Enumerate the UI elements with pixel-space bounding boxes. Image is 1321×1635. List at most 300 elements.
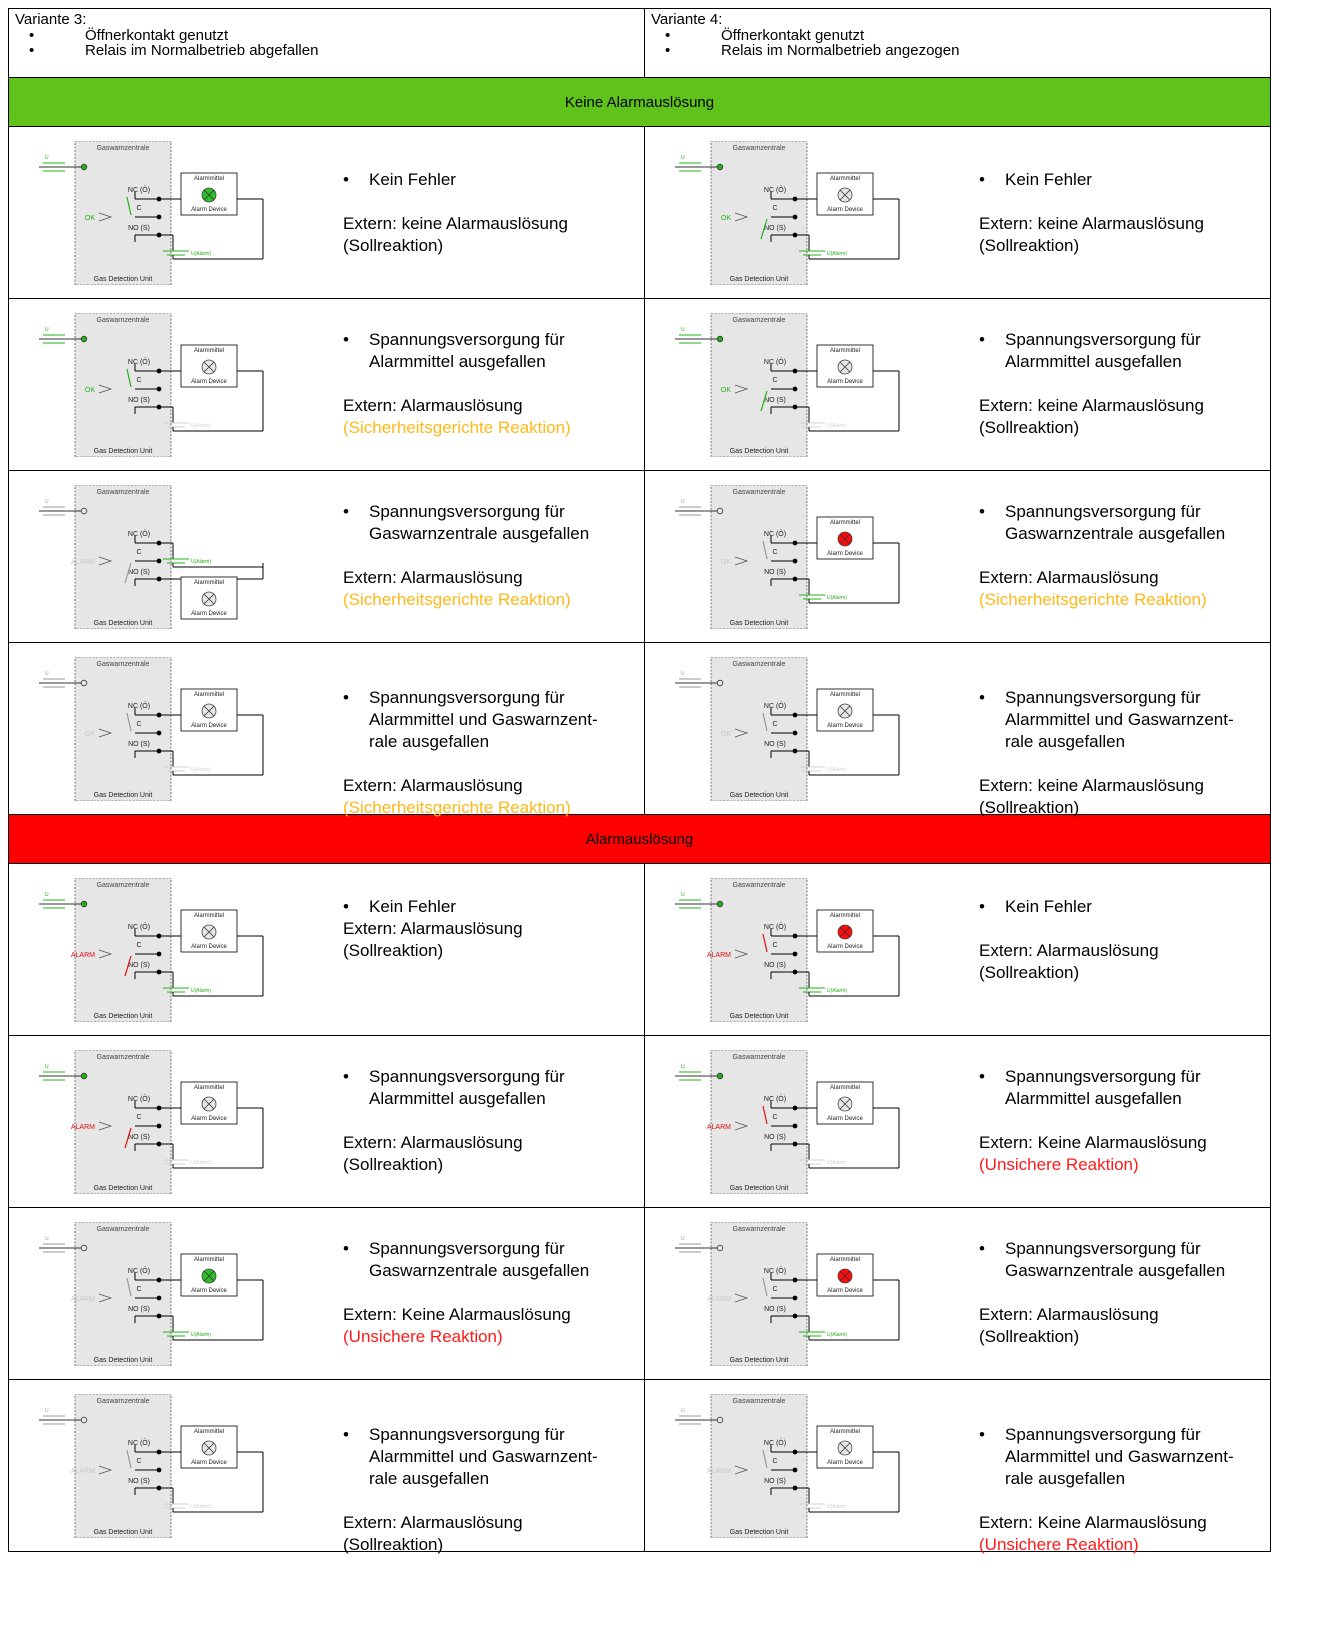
gas-detection-unit-box (711, 878, 807, 1022)
alarm-section-row (9, 815, 1271, 864)
spacer (343, 545, 633, 567)
fault-bullet-line: Alarmmittel und Gaswarnzent- (369, 710, 598, 729)
alarm-device-top-label: Alarmmittel (193, 580, 225, 586)
alarm-device-top-label: Alarmmittel (829, 176, 861, 182)
unit-top-label: Gaswarnzentrale (732, 489, 786, 496)
fault-bullet-line: rale ausgefallen (1005, 1469, 1126, 1488)
scenario-text (979, 687, 1269, 819)
relay-state-label: ALARM (706, 1468, 731, 1475)
no-terminal-label: NO (S) (128, 1478, 150, 1485)
spacer (343, 1490, 633, 1512)
relay-state-label: ALARM (70, 952, 95, 959)
fault-bullet-line: Alarmmittel und Gaswarnzent- (369, 1447, 598, 1466)
external-result: Extern: Alarmauslösung (979, 1305, 1159, 1324)
scenario-text (343, 1066, 633, 1176)
scenario-text (343, 896, 633, 962)
alarm-device-bottom-label: Alarm Device (191, 1116, 227, 1122)
unit-top-label: Gaswarnzentrale (96, 1054, 150, 1061)
unit-top-label: Gaswarnzentrale (96, 317, 150, 324)
unit-top-label: Gaswarnzentrale (732, 661, 786, 668)
fault-bullet-line: • Spannungsversorgung für (369, 502, 565, 521)
reaction-label: (Unsichere Reaktion) (979, 1535, 1139, 1554)
gas-detection-unit-box (75, 313, 171, 457)
fault-bullet-line: Gaswarnzentrale ausgefallen (369, 524, 590, 543)
unit-bottom-label: Gas Detection Unit (729, 276, 789, 283)
no-alarm-section-row (9, 78, 1271, 127)
power-indicator-icon (81, 164, 87, 170)
alarm-device-top-label: Alarmmittel (193, 1085, 225, 1091)
alarm-section-band: Alarmauslösung (9, 815, 1271, 864)
no-terminal-label: NO (S) (128, 1134, 150, 1141)
alarm-device-bottom-label: Alarm Device (191, 379, 227, 385)
nc-terminal-label: NC (Ö) (127, 187, 151, 194)
alarm-device-top-label: Alarmmittel (193, 348, 225, 354)
fault-bullet-line: Gaswarnzentrale ausgefallen (369, 1261, 590, 1280)
gas-detection-unit-box (75, 657, 171, 801)
unit-bottom-label: Gas Detection Unit (93, 792, 153, 799)
nc-terminal-label: NC (Ö) (763, 703, 787, 710)
external-result: Extern: Keine Alarmauslösung (979, 1133, 1207, 1152)
gas-detection-unit-box (711, 1394, 807, 1538)
alarm-device-bottom-label: Alarm Device (191, 1288, 227, 1294)
variant-4-header (645, 9, 1271, 78)
fault-bullet (343, 687, 633, 753)
power-indicator-icon (81, 901, 87, 907)
alarm-device-bottom-label: Alarm Device (191, 1460, 227, 1466)
u-label: U (45, 1064, 49, 1070)
scenario-text (979, 169, 1269, 257)
variant-3-scenario-cell (9, 643, 645, 815)
relay-state-label: OK (720, 731, 731, 738)
no-terminal-label: NO (S) (128, 741, 150, 748)
fault-bullet-line: • Spannungsversorgung für (1005, 502, 1201, 521)
unit-bottom-label: Gas Detection Unit (729, 792, 789, 799)
alarm-device-top-label: Alarmmittel (193, 176, 225, 182)
scenario-row (9, 1036, 1271, 1208)
alarm-device-bottom-label: Alarm Device (827, 1288, 863, 1294)
reaction-label: (Unsichere Reaktion) (343, 1327, 503, 1346)
nc-terminal-label: NC (Ö) (127, 359, 151, 366)
reaction-label: (Sollreaktion) (979, 418, 1080, 437)
fault-bullet (979, 1238, 1269, 1282)
relay-circuit-diagram (675, 313, 935, 457)
power-indicator-icon (81, 1073, 87, 1079)
alarm-device-bottom-label: Alarm Device (191, 207, 227, 213)
gas-detection-unit-box (75, 878, 171, 1022)
scenario-text (979, 1424, 1269, 1556)
external-result: Extern: keine Alarmauslösung (979, 776, 1204, 795)
alarm-device-bottom-label: Alarm Device (827, 1116, 863, 1122)
relay-circuit-diagram (39, 141, 299, 285)
gas-detection-unit-box (711, 313, 807, 457)
gas-detection-unit-box (711, 1050, 807, 1194)
reaction-label: (Sollreaktion) (979, 798, 1080, 817)
nc-terminal-label: NC (Ö) (763, 531, 787, 538)
c-terminal-label: C (772, 377, 778, 384)
fault-bullet-line: • Spannungsversorgung für (369, 688, 565, 707)
power-indicator-icon (81, 336, 87, 342)
relay-circuit-diagram (39, 1050, 299, 1194)
scenario-text (979, 501, 1269, 611)
scenario-cell-content (645, 1380, 1270, 1554)
scenario-row (9, 1208, 1271, 1380)
external-result: Extern: Alarmauslösung (343, 919, 523, 938)
unit-top-label: Gaswarnzentrale (732, 882, 786, 889)
reaction-label: (Sicherheitsgerichte Reaktion) (343, 590, 571, 609)
relay-state-label: ALARM (706, 1296, 731, 1303)
relay-state-label: OK (84, 387, 95, 394)
scenario-cell-content (9, 471, 644, 642)
spacer (979, 1110, 1269, 1132)
variant-4-scenario-cell (645, 471, 1271, 643)
scenario-text (979, 329, 1269, 439)
fault-bullet-line: • Kein Fehler (1005, 170, 1092, 189)
reaction-label: (Sollreaktion) (343, 1535, 444, 1554)
fault-bullet-line: • Spannungsversorgung für (1005, 1425, 1201, 1444)
relay-circuit-diagram (675, 141, 935, 285)
fault-bullet-line: rale ausgefallen (1005, 732, 1126, 751)
u-label: U (681, 327, 685, 333)
scenario-text (343, 329, 633, 439)
supply-label: U(Alarm) (827, 988, 847, 994)
scenario-cell-content (9, 127, 644, 298)
fault-bullet-line: • Spannungsversorgung für (1005, 1067, 1201, 1086)
reaction-label: (Sollreaktion) (979, 963, 1080, 982)
no-terminal-label: NO (S) (764, 225, 786, 232)
supply-label: U(Alarm) (191, 1160, 211, 1166)
unit-top-label: Gaswarnzentrale (96, 882, 150, 889)
spacer (343, 191, 633, 213)
scenario-text (343, 687, 633, 819)
fault-bullet-line: • Spannungsversorgung für (1005, 688, 1201, 707)
fault-bullet (979, 1424, 1269, 1490)
reaction-label: (Sicherheitsgerichte Reaktion) (343, 418, 571, 437)
u-label: U (681, 499, 685, 505)
power-indicator-icon (717, 164, 723, 170)
gas-detection-unit-box (75, 485, 171, 629)
scenario-cell-content (645, 1208, 1270, 1379)
relay-state-label: ALARM (706, 1124, 731, 1131)
u-label: U (45, 671, 49, 677)
fault-bullet (979, 896, 1269, 918)
external-result: Extern: Alarmauslösung (979, 568, 1159, 587)
variant-3-bullet: • Öffnerkontakt genutzt (15, 28, 638, 43)
relay-state-label: OK (84, 731, 95, 738)
fault-bullet-line: Gaswarnzentrale ausgefallen (1005, 1261, 1226, 1280)
no-terminal-label: NO (S) (764, 1478, 786, 1485)
variant-4-bullets (651, 28, 1264, 58)
c-terminal-label: C (772, 205, 778, 212)
u-label: U (45, 499, 49, 505)
scenario-cell-content (645, 1036, 1270, 1207)
spacer (343, 373, 633, 395)
variant-3-scenario-cell (9, 471, 645, 643)
c-terminal-label: C (772, 549, 778, 556)
u-label: U (45, 1408, 49, 1414)
unit-bottom-label: Gas Detection Unit (93, 1013, 153, 1020)
supply-label: U(Alarm) (827, 1160, 847, 1166)
scenario-text (343, 169, 633, 257)
unit-top-label: Gaswarnzentrale (96, 489, 150, 496)
supply-label: U(Alarm) (827, 767, 847, 773)
fault-bullet (343, 169, 633, 191)
relay-circuit-diagram (675, 485, 935, 629)
u-label: U (681, 1408, 685, 1414)
scenario-text (979, 896, 1269, 984)
reaction-label: (Unsichere Reaktion) (979, 1155, 1139, 1174)
spacer (979, 753, 1269, 775)
supply-label: U(Alarm) (191, 767, 211, 773)
scenario-row (9, 864, 1271, 1036)
fault-bullet (343, 329, 633, 373)
unit-top-label: Gaswarnzentrale (96, 661, 150, 668)
u-label: U (681, 671, 685, 677)
scenario-row (9, 127, 1271, 299)
scenario-row (9, 471, 1271, 643)
fault-bullet (979, 169, 1269, 191)
gas-detection-unit-box (711, 141, 807, 285)
c-terminal-label: C (136, 377, 142, 384)
gas-detection-unit-box (711, 657, 807, 801)
reaction-label: (Sicherheitsgerichte Reaktion) (343, 798, 571, 817)
spacer (979, 1490, 1269, 1512)
unit-bottom-label: Gas Detection Unit (93, 1185, 153, 1192)
fault-bullet-line: • Kein Fehler (1005, 897, 1092, 916)
supply-label: U(Alarm) (827, 595, 847, 601)
nc-terminal-label: NC (Ö) (127, 703, 151, 710)
scenario-cell-content (645, 299, 1270, 470)
variant-3-scenario-cell (9, 127, 645, 299)
relay-state-label: OK (720, 559, 731, 566)
fault-bullet-line: • Spannungsversorgung für (369, 330, 565, 349)
relay-circuit-diagram (39, 1222, 299, 1366)
external-result: Extern: keine Alarmauslösung (343, 214, 568, 233)
gas-detection-unit-box (75, 1050, 171, 1194)
external-result: Extern: Alarmauslösung (343, 776, 523, 795)
unit-top-label: Gaswarnzentrale (732, 1054, 786, 1061)
scenario-text (979, 1238, 1269, 1348)
u-label: U (681, 155, 685, 161)
alarm-device-top-label: Alarmmittel (829, 348, 861, 354)
alarm-device-top-label: Alarmmittel (193, 1257, 225, 1263)
alarm-device-bottom-label: Alarm Device (827, 944, 863, 950)
variant-3-scenario-cell (9, 1036, 645, 1208)
supply-label: U(Alarm) (191, 559, 211, 565)
nc-terminal-label: NC (Ö) (127, 531, 151, 538)
alarm-device-top-label: Alarmmittel (193, 1429, 225, 1435)
scenario-cell-content (9, 1208, 644, 1379)
relay-state-label: ALARM (70, 1468, 95, 1475)
supply-label: U(Alarm) (827, 1504, 847, 1510)
unit-top-label: Gaswarnzentrale (732, 317, 786, 324)
supply-label: U(Alarm) (191, 988, 211, 994)
alarm-device-top-label: Alarmmittel (829, 1429, 861, 1435)
unit-bottom-label: Gas Detection Unit (729, 448, 789, 455)
alarm-device-bottom-label: Alarm Device (827, 207, 863, 213)
relay-state-label: ALARM (70, 1296, 95, 1303)
no-terminal-label: NO (S) (128, 1306, 150, 1313)
alarm-device-bottom-label: Alarm Device (827, 1460, 863, 1466)
unit-bottom-label: Gas Detection Unit (93, 620, 153, 627)
unit-bottom-label: Gas Detection Unit (729, 1357, 789, 1364)
fault-bullet-line: Alarmmittel und Gaswarnzent- (1005, 710, 1234, 729)
no-terminal-label: NO (S) (764, 1306, 786, 1313)
unit-bottom-label: Gas Detection Unit (93, 1357, 153, 1364)
no-terminal-label: NO (S) (128, 225, 150, 232)
relay-state-label: ALARM (70, 559, 95, 566)
fault-bullet-line: Alarmmittel ausgefallen (369, 1089, 546, 1108)
reaction-label: (Sollreaktion) (343, 941, 444, 960)
c-terminal-label: C (772, 1286, 778, 1293)
fault-bullet (343, 1066, 633, 1110)
c-terminal-label: C (136, 1114, 142, 1121)
scenario-row (9, 643, 1271, 815)
no-terminal-label: NO (S) (764, 962, 786, 969)
variant-comparison-table (8, 8, 1271, 1552)
fault-bullet-line: Alarmmittel ausgefallen (369, 352, 546, 371)
scenario-row (9, 1380, 1271, 1552)
external-result: Extern: Alarmauslösung (979, 941, 1159, 960)
alarm-device-bottom-label: Alarm Device (827, 379, 863, 385)
c-terminal-label: C (772, 1114, 778, 1121)
alarm-device-bottom-label: Alarm Device (191, 944, 227, 950)
external-result: Extern: Alarmauslösung (343, 568, 523, 587)
variant-4-scenario-cell (645, 1208, 1271, 1380)
no-terminal-label: NO (S) (128, 397, 150, 404)
variant-4-scenario-cell (645, 864, 1271, 1036)
u-label: U (681, 892, 685, 898)
supply-label: U(Alarm) (191, 1504, 211, 1510)
variant-3-scenario-cell (9, 864, 645, 1036)
nc-terminal-label: NC (Ö) (127, 1268, 151, 1275)
scenario-cell-content (9, 864, 644, 1035)
fault-bullet (979, 1066, 1269, 1110)
variant-3-scenario-cell (9, 1380, 645, 1552)
scenario-cell-content (645, 864, 1270, 1035)
fault-bullet-line: • Kein Fehler (369, 170, 456, 189)
c-terminal-label: C (772, 721, 778, 728)
u-label: U (681, 1236, 685, 1242)
relay-circuit-diagram (39, 313, 299, 457)
unit-bottom-label: Gas Detection Unit (729, 620, 789, 627)
unit-bottom-label: Gas Detection Unit (729, 1529, 789, 1536)
reaction-label: (Sollreaktion) (343, 1155, 444, 1174)
variant-3-header (9, 9, 645, 78)
reaction-label: (Sollreaktion) (979, 236, 1080, 255)
scenario-row (9, 299, 1271, 471)
no-terminal-label: NO (S) (764, 569, 786, 576)
u-label: U (45, 892, 49, 898)
variant-4-scenario-cell (645, 1036, 1271, 1208)
unit-bottom-label: Gas Detection Unit (93, 276, 153, 283)
unit-top-label: Gaswarnzentrale (732, 145, 786, 152)
c-terminal-label: C (772, 942, 778, 949)
unit-top-label: Gaswarnzentrale (732, 1226, 786, 1233)
relay-circuit-diagram (675, 878, 935, 1022)
fault-bullet-line: Gaswarnzentrale ausgefallen (1005, 524, 1226, 543)
unit-top-label: Gaswarnzentrale (96, 1226, 150, 1233)
power-indicator-icon (717, 336, 723, 342)
relay-state-label: OK (720, 215, 731, 222)
fault-bullet (343, 896, 633, 918)
scenario-cell-content (645, 127, 1270, 298)
power-indicator-icon (717, 901, 723, 907)
variant-4-scenario-cell (645, 127, 1271, 299)
external-result: Extern: Alarmauslösung (343, 1133, 523, 1152)
fault-bullet-line: • Spannungsversorgung für (369, 1425, 565, 1444)
variant-3-bullet: • Relais im Normalbetrieb abgefallen (15, 43, 638, 58)
nc-terminal-label: NC (Ö) (763, 924, 787, 931)
spacer (343, 753, 633, 775)
relay-state-label: ALARM (70, 1124, 95, 1131)
reaction-label: (Sollreaktion) (343, 236, 444, 255)
variant-4-scenario-cell (645, 643, 1271, 815)
variant-3-title: Variante 3: (15, 11, 87, 28)
gas-detection-unit-box (711, 1222, 807, 1366)
c-terminal-label: C (136, 942, 142, 949)
unit-bottom-label: Gas Detection Unit (729, 1013, 789, 1020)
scenario-cell-content (9, 1380, 644, 1554)
variant-4-scenario-cell (645, 299, 1271, 471)
nc-terminal-label: NC (Ö) (763, 1096, 787, 1103)
spacer (979, 373, 1269, 395)
alarm-device-bottom-label: Alarm Device (827, 723, 863, 729)
alarm-device-top-label: Alarmmittel (829, 1257, 861, 1263)
fault-bullet-line: • Spannungsversorgung für (1005, 1239, 1201, 1258)
fault-bullet (343, 501, 633, 545)
u-label: U (45, 155, 49, 161)
variant-4-title: Variante 4: (651, 11, 723, 28)
alarm-device-top-label: Alarmmittel (829, 520, 861, 526)
scenario-cell-content (645, 643, 1270, 817)
unit-top-label: Gaswarnzentrale (732, 1398, 786, 1405)
fault-bullet (979, 329, 1269, 373)
variant-3-bullets (15, 28, 638, 58)
variant-4-bullet: • Öffnerkontakt genutzt (651, 28, 1264, 43)
fault-bullet-line: Alarmmittel ausgefallen (1005, 1089, 1182, 1108)
alarm-device-top-label: Alarmmittel (193, 692, 225, 698)
nc-terminal-label: NC (Ö) (763, 1440, 787, 1447)
alarm-device-bottom-label: Alarm Device (191, 611, 227, 617)
c-terminal-label: C (772, 1458, 778, 1465)
supply-label: U(Alarm) (191, 1332, 211, 1338)
supply-label: U(Alarm) (827, 423, 847, 429)
scenario-cell-content (9, 1036, 644, 1207)
scenario-cell-content (645, 471, 1270, 642)
relay-circuit-diagram (675, 1050, 935, 1194)
unit-bottom-label: Gas Detection Unit (93, 448, 153, 455)
fault-bullet-line: • Spannungsversorgung für (369, 1239, 565, 1258)
spacer (979, 1282, 1269, 1304)
relay-state-label: OK (84, 215, 95, 222)
no-terminal-label: NO (S) (764, 1134, 786, 1141)
external-result: Extern: Keine Alarmauslösung (979, 1513, 1207, 1532)
variant-4-scenario-cell (645, 1380, 1271, 1552)
nc-terminal-label: NC (Ö) (127, 1440, 151, 1447)
alarm-device-bottom-label: Alarm Device (191, 723, 227, 729)
external-result: Extern: Keine Alarmauslösung (343, 1305, 571, 1324)
relay-circuit-diagram (39, 485, 299, 629)
external-result: Extern: keine Alarmauslösung (979, 396, 1204, 415)
supply-label: U(Alarm) (191, 423, 211, 429)
power-indicator-icon (717, 1073, 723, 1079)
nc-terminal-label: NC (Ö) (127, 924, 151, 931)
scenario-text (343, 501, 633, 611)
unit-bottom-label: Gas Detection Unit (729, 1185, 789, 1192)
c-terminal-label: C (136, 549, 142, 556)
variant-3-scenario-cell (9, 1208, 645, 1380)
fault-bullet-line: • Kein Fehler (369, 897, 456, 916)
